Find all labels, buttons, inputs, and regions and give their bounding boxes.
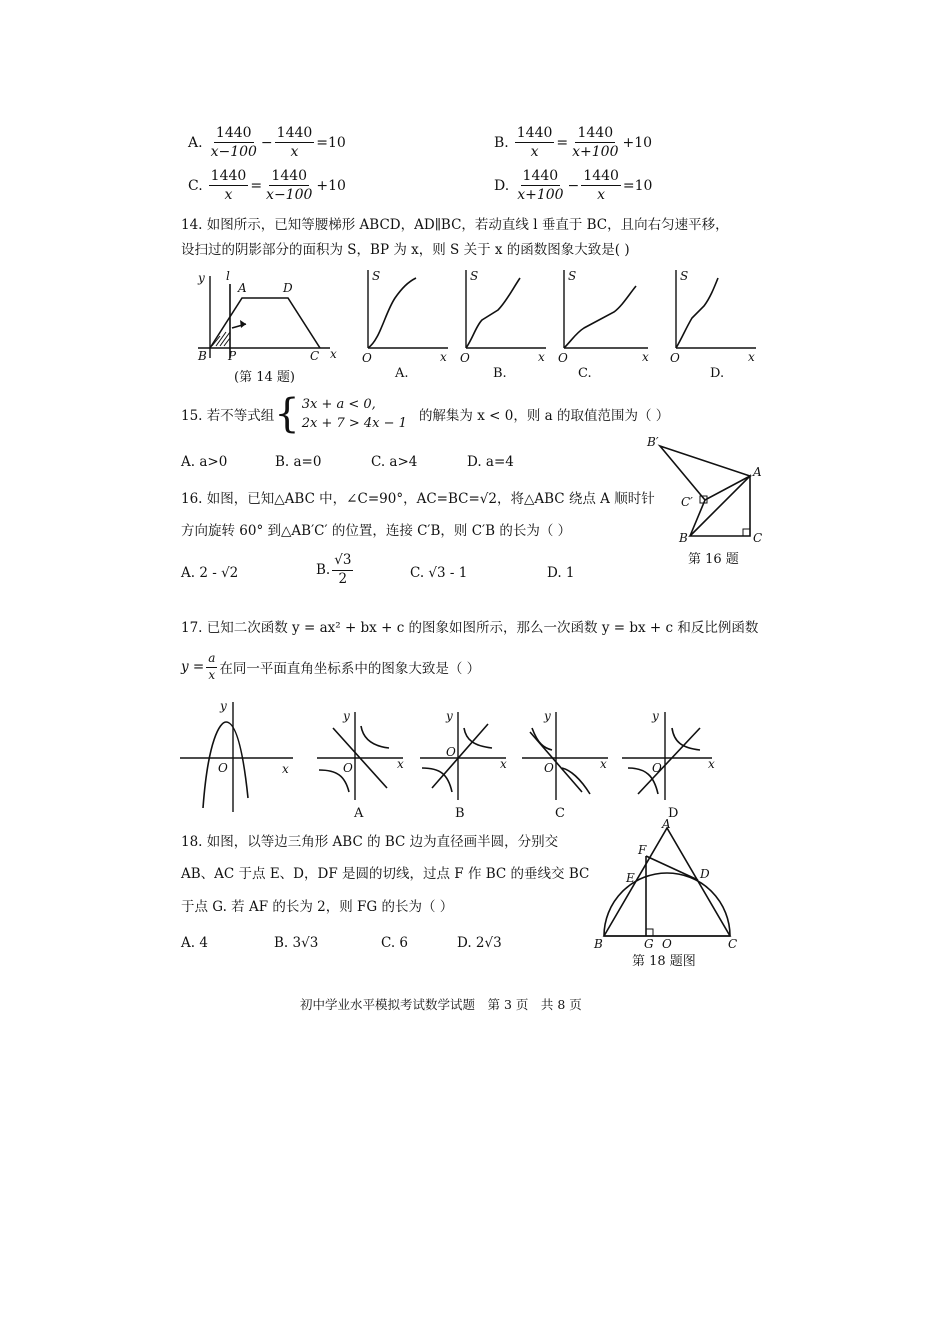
q16-option-a: A. 2 - √2 [181,565,239,581]
q17a-label-y: y [343,709,350,723]
q16-label-c: C [753,531,763,545]
q14-label-c: C [310,349,320,363]
q18-figure [590,817,740,951]
q17p-label-o: O [218,761,228,775]
q16-label-c1: C′ [681,495,693,509]
q18-label-a: A [662,817,671,831]
q16-figure [645,436,775,548]
q14a-label-o: O [362,351,372,365]
q14-graph-a [360,268,455,363]
q15-option-d: D. a=4 [467,454,514,470]
q18-label-d: D [700,867,710,881]
q14c-label-o: O [558,351,568,365]
q16-option-d: D. 1 [547,565,575,581]
q18-label-f: F [638,843,647,857]
q14-label-b: B [198,349,207,363]
q14d-label-o: O [670,351,680,365]
q17-text-line2: y = $\frac{a}{x}$ 在同一平面直角坐标系中的图象大致是（ ） [181,651,481,682]
q18-label-g: G [644,937,654,951]
q18-text-line2: AB、AC 于点 E、D，DF 是圆的切线，过点 F 作 BC 的垂线交 BC [181,866,590,882]
q15-inequality-system: { 3x + a < 0, 2x + 7 > 4x − 1 [274,391,407,437]
q14b-label-x: x [538,350,545,364]
q17c-label-y: y [544,709,551,723]
q17d-label-o: O [652,761,662,775]
q16-label-a: A [753,465,762,479]
q14-graph-b [458,268,553,363]
q15-suffix: 的解集为 x < 0，则 a 的取值范围为（ ） [418,408,670,424]
q17-graph-c-label: C [555,806,565,821]
q15-question [181,391,670,437]
q17a-label-x: x [397,757,404,771]
q14-graph-a-label: A. [395,366,409,381]
q13-option-d: D. $\frac{1440}{x+100}$ − $\frac{1440}{x}$ =10 [494,168,653,204]
q16-option-b: B. $\frac{√3}{2}$ [316,552,352,587]
q14-figure-caption: (第 14 题) [234,370,295,385]
q14-graph-d [668,268,763,363]
q17b-label-x: x [500,757,507,771]
q17-graph-b-label: B [455,806,465,821]
q18-label-o: O [662,937,672,951]
q15-prefix: 15. 若不等式组 [181,408,275,424]
q16-text-line2: 方向旋转 60° 到△AB′C′ 的位置，连接 C′B，则 C′B 的长为（ ） [181,523,572,539]
q17b-label-o: O [446,745,456,759]
q18-option-b: B. 3√3 [274,935,319,951]
q18-label-b: B [594,937,603,951]
q14b-label-s: S [470,269,479,283]
q17p-label-x: x [282,762,289,776]
q16-figure-caption: 第 16 题 [688,552,739,567]
q13-option-a: A. $\frac{1440}{x-100}$ − $\frac{1440}{x}$ =10 [188,125,346,161]
q18-figure-caption: 第 18 题图 [632,954,696,969]
q14a-label-x: x [440,350,447,364]
q17d-label-x: x [708,757,715,771]
q14c-label-x: x [642,350,649,364]
q14-graph-c-label: C. [578,366,592,381]
q14-text-line1: 14. 如图所示，已知等腰梯形 ABCD，AD∥BC，若动直线 l 垂直于 BC，且向右匀速平移， [181,217,729,233]
q18-label-e: E [626,871,635,885]
q16-label-b: B [679,531,688,545]
q18-text-line1: 18. 如图，以等边三角形 ABC 的 BC 边为直径画半圆，分别交 [181,834,559,850]
q14d-label-s: S [680,269,689,283]
q18-option-c: C. 6 [381,935,409,951]
q14-graph-b-label: B. [493,366,507,381]
q13-option-b: B. $\frac{1440}{x}$ = $\frac{1440}{x+100}$ +10 [494,125,653,161]
q14-label-x: x [330,347,337,361]
q15-option-b: B. a=0 [275,454,322,470]
page-footer: 初中学业水平模拟考试数学试题 第 3 页 共 8 页 [300,997,582,1012]
q16-label-b1: B′ [647,435,659,449]
q14-label-a: A [238,281,247,295]
q16-text-line1: 16. 如图，已知△ABC 中，∠C=90°，AC=BC=√2，将△ABC 绕点 A 顺时针 [181,491,655,507]
q14a-label-s: S [372,269,381,283]
q14-label-d: D [283,281,293,295]
q14d-label-x: x [748,350,755,364]
q14-label-p: P [228,349,237,363]
q18-text-line3: 于点 G. 若 AF 的长为 2，则 FG 的长为（ ） [181,899,454,915]
q17b-label-y: y [446,709,453,723]
q14-graph-d-label: D. [710,366,725,381]
q17-graph-d-label: D [668,806,679,821]
q14-label-y: y [198,271,205,285]
q18-option-a: A. 4 [181,935,208,951]
q14c-label-s: S [568,269,577,283]
q17-graph-d [620,708,720,803]
q14-label-l: l [226,269,230,283]
q17c-label-o: O [544,761,554,775]
q15-option-a: A. a>0 [181,454,228,470]
q16-option-c: C. √3 - 1 [410,565,468,581]
q13-option-c: C. $\frac{1440}{x}$ = $\frac{1440}{x-100}$ +10 [188,168,346,204]
q17-graph-b [418,708,513,803]
q17-parabola-graph [178,700,298,815]
q17d-label-y: y [652,709,659,723]
q15-ineq2: 2x + 7 > 4x − 1 [301,416,407,431]
q15-ineq1: 3x + a < 0, [301,397,376,412]
q17c-label-x: x [600,757,607,771]
q14-text-line2: 设扫过的阴影部分的面积为 S，BP 为 x，则 S 关于 x 的函数图象大致是( ) [181,242,630,258]
q17-graph-c [520,708,615,803]
q15-option-c: C. a>4 [371,454,418,470]
q14-trapezoid-figure [190,268,350,378]
q17-graph-a-label: A [354,806,364,821]
q18-option-d: D. 2√3 [457,935,502,951]
q18-label-c: C [728,937,738,951]
q17p-label-y: y [220,699,227,713]
q14-graph-c [556,268,656,363]
q17a-label-o: O [343,761,353,775]
q17-graph-a [315,708,410,803]
q14b-label-o: O [460,351,470,365]
q17-text-line1: 17. 已知二次函数 y = ax² + bx + c 的图象如图所示，那么一次函数 y = bx + c 和反比例函数 [181,620,759,636]
